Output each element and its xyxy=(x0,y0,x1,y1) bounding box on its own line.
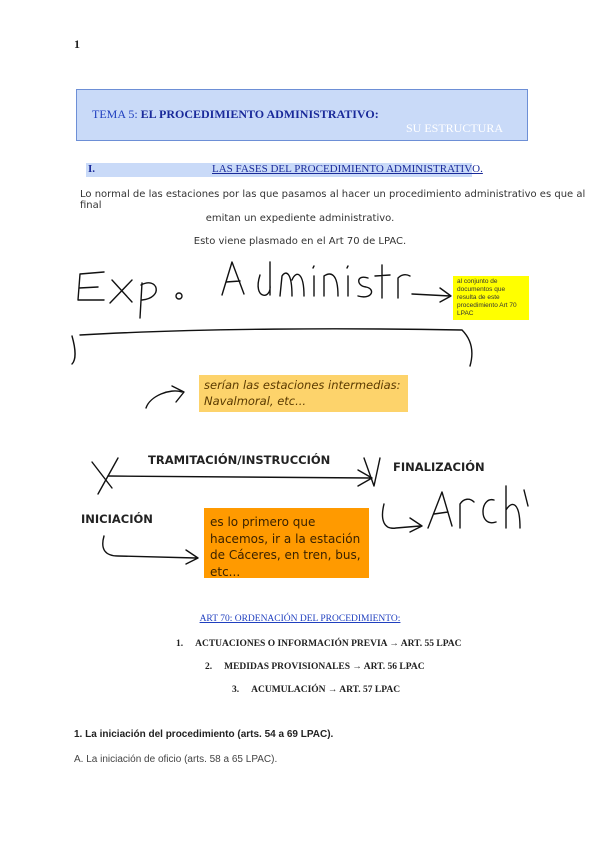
handwriting-stroke xyxy=(140,283,156,318)
handwriting-stroke xyxy=(358,277,372,297)
page-subtitle: SU ESTRUCTURA xyxy=(406,121,504,135)
section-number: I. xyxy=(88,163,96,175)
handwriting-stroke xyxy=(460,499,474,528)
section-title: LAS FASES DEL PROCEDIMIENTO ADMINISTRATIVO. xyxy=(212,163,483,175)
handwriting-stroke xyxy=(506,486,520,528)
page-number: 1 xyxy=(74,37,80,51)
handwriting-stroke xyxy=(524,490,528,506)
handwriting-stroke xyxy=(398,275,410,298)
label-tramitacion: TRAMITACIÓN/INSTRUCCIÓN xyxy=(148,453,331,467)
paragraph-2: emitan un expediente administrativo. xyxy=(205,213,395,224)
handwriting-stroke xyxy=(347,266,348,296)
handwriting-stroke xyxy=(176,293,182,299)
handwriting-stroke xyxy=(280,273,304,296)
handwriting-stroke xyxy=(103,536,198,564)
orange-note: es lo primero que hacemos, ir a la estación de Cáceres, en tren, bus, etc... xyxy=(204,508,369,578)
handwriting-stroke xyxy=(108,470,372,486)
handwriting-stroke xyxy=(383,504,423,532)
item-text: ACUMULACIÓN → ART. 57 LPAC xyxy=(251,685,401,695)
paragraph-1: Lo normal de las estaciones por las que pasamos al hacer un procedimiento administrativo es que al final xyxy=(80,189,586,211)
handwriting-stroke xyxy=(313,266,314,296)
body-heading: 1. La iniciación del procedimiento (arts. 54 a 69 LPAC). xyxy=(74,729,334,740)
handwriting-stroke xyxy=(110,280,132,303)
label-iniciacion: INICIACIÓN xyxy=(81,512,153,526)
item-text: MEDIDAS PROVISIONALES → ART. 56 LPAC xyxy=(224,662,425,672)
handwriting-stroke xyxy=(324,274,338,296)
yellow-note: al conjunto de documentos que resulta de este procedimiento Art 70 LPAC xyxy=(453,276,529,320)
handwriting-stroke xyxy=(258,262,270,295)
title-prefix: TEMA 5: xyxy=(92,107,141,121)
art70-item xyxy=(232,685,400,695)
handwriting-stroke xyxy=(375,265,390,298)
handwriting-stroke xyxy=(428,492,452,528)
item-number: 2. xyxy=(205,662,213,672)
handwriting-stroke xyxy=(146,386,184,408)
art70-item xyxy=(205,662,425,672)
title-main: EL PROCEDIMIENTO ADMINISTRATIVO: xyxy=(140,107,379,121)
body-line: A. La iniciación de oficio (arts. 58 a 65 LPAC). xyxy=(74,754,278,765)
art70-item xyxy=(176,639,462,649)
handwriting-stroke xyxy=(72,329,472,366)
art70-title: ART 70: ORDENACIÓN DEL PROCEDIMIENTO: xyxy=(199,614,401,624)
handwriting-stroke xyxy=(78,272,104,300)
handwriting-stroke xyxy=(412,288,451,302)
item-number: 3. xyxy=(232,685,240,695)
handwriting-stroke xyxy=(222,262,244,295)
handwriting-stroke xyxy=(483,500,496,523)
item-text: ACTUACIONES O INFORMACIÓN PREVIA → ART. 55 LPAC xyxy=(195,639,462,649)
label-finalizacion: FINALIZACIÓN xyxy=(393,460,485,474)
light-orange-note: serían las estaciones intermedias: Navalmoral, etc... xyxy=(199,375,408,412)
paragraph-3: Esto viene plasmado en el Art 70 de LPAC. xyxy=(193,236,407,247)
item-number: 1. xyxy=(176,639,184,649)
